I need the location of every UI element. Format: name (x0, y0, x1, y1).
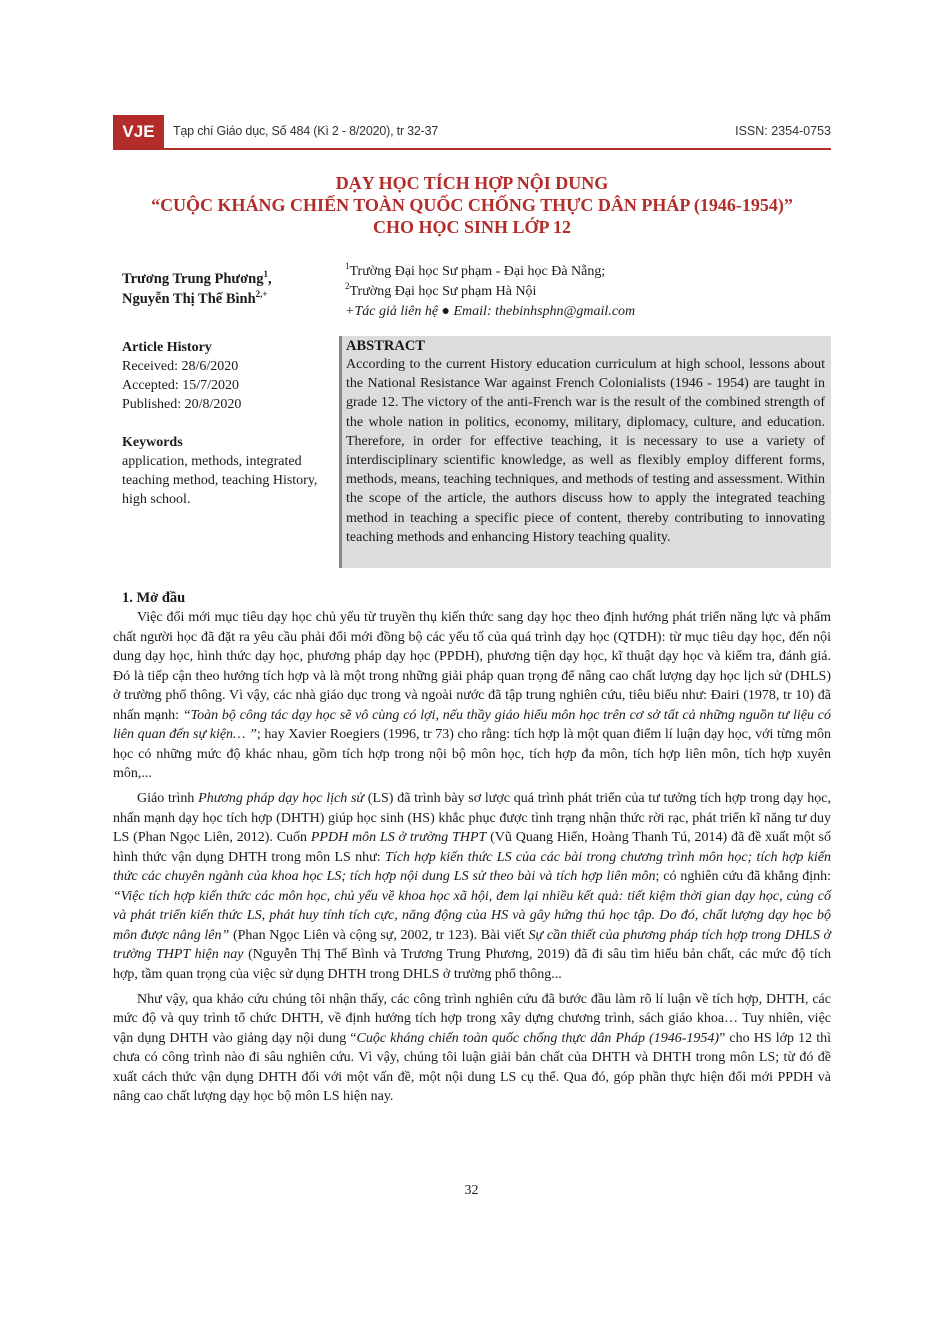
abstract-box (339, 336, 831, 568)
received-date: Received: 28/6/2020 (122, 359, 239, 374)
affiliations (345, 262, 635, 322)
abstract-heading: ABSTRACT (346, 338, 425, 354)
paragraph-2: Giáo trình Phương pháp dạy học lịch sử (LS) đã trình bày sơ lược quá trình phát triển của tư tưởng tích hợp trong dạy học, nhấn mạnh dạy học tích hợp (DHTH) giúp học sinh (HS) khắc phục được tình trạng nhận thức rời rạc, phát triển kĩ năng tư duy LS (Phan Ngọc Liên, 2012). Cuốn PPDH môn LS ở trường THPT (Vũ Quang Hiển, Hoàng Thanh Tú, 2014) đã đề xuất một số hình thức vận dụng DHTH trong môn LS như: Tích hợp kiến thức LS của các bài trong chương trình môn học; tích hợp kiến thức các chuyên ngành của khoa học LS; tích hợp nội dung LS sử theo bài và tích hợp liên môn; có nghiên cứu đã khẳng định: “Việc tích hợp kiến thức các môn học, chủ yếu về khoa học xã hội, đem lại nhiều kết quả: tiết kiệm thời gian dạy học, củng cố và phát triển kiến thức LS, phát huy tính tích cực, năng động của HS và gây hứng thú học tập. Do đó, chất lượng dạy học bộ môn được nâng lên” (Phan Ngọc Liên và cộng sự, 2002, tr 123). Bài viết Sự cần thiết của phương pháp tích hợp trong DHLS ở trường THPT hiện nay (Nguyễn Thị Thế Bình và Trương Trung Phương, 2019) đã đi sâu tìm hiểu bản chất, các mức độ tích hợp, tầm quan trọng của việc sử dụng DHTH trong DHLS ở trường phổ thông... (113, 791, 832, 982)
history-heading: Article History (122, 340, 212, 355)
affiliation-2: $^2$Trường Đại học Sư phạm Hà Nội (345, 281, 537, 299)
paragraph-3: Như vậy, qua khảo cứu chúng tôi nhận thấy, các công trình nghiên cứu đã bước đầu làm rõ lí luận về tích hợp, DHTH, các mức độ và quy trình tổ chức DHTH, về định hướng tích hợp trong xây dựng chương trình, sách giáo khoa… Tuy nhiên, việc vận dụng DHTH vào giảng dạy nội dung “Cuộc kháng chiến toàn quốc chống thực dân Pháp (1946-1954)” cho HS lớp 12 thì chưa có công trình nào đi sâu nghiên cứu. Vì vậy, chúng tôi luận giải bản chất của DHTH và DHTH trong môn LS; từ đó đề xuất cách thức vận dụng DHTH đối với một vấn đề, một nội dung LS cụ thể. Qua đó, góp phần thực hiện đổi mới PPDH và nâng cao chất lượng dạy học bộ môn LS hiện nay. (113, 991, 831, 1104)
affiliation-1: $^1$Trường Đại học Sư phạm - Đại học Đà Nẵng; (345, 261, 606, 279)
vje-badge: VJE (113, 115, 164, 149)
keywords-block (122, 433, 322, 509)
accepted-date: Accepted: 15/7/2020 (122, 378, 240, 393)
issn: ISSN: 2354-0753 (735, 124, 831, 138)
header-rule (113, 148, 831, 150)
author-1: Trương Trung Phương$^1$, (122, 269, 272, 287)
author-2: Nguyễn Thị Thế Bình$^{2,+}$ (122, 289, 268, 307)
journal-header (113, 115, 831, 149)
page-number: 32 (464, 1183, 479, 1198)
published-date: Published: 20/8/2020 (122, 397, 242, 412)
abstract-bar (339, 336, 342, 568)
keywords-text: application, methods, integrated teaching method, teaching History, high school. (122, 454, 318, 507)
journal-citation: Tạp chí Giáo dục, Số 484 (Kì 2 - 8/2020), tr 32-37 (173, 124, 439, 138)
paragraph-1: Việc đổi mới mục tiêu dạy học chủ yếu từ truyền thụ kiến thức sang dạy học theo định hướng phát triển năng lực và phẩm chất người học đã đặt ra yêu cầu phải đổi mới đồng bộ các yếu tố của quá trình dạy học (QTDH): từ mục tiêu dạy học, đến nội dung dạy học, hình thức dạy học, phương pháp dạy học (PPDH), phương tiện dạy học, kĩ thuật dạy học và kiểm tra, đánh giá. Đó là tiếp cận theo hướng tích hợp và là một trong những giải pháp quan trọng để nâng cao chất lượng dạy học lịch sử (DHLS) ở trường phổ thông. Vì vậy, các nhà giáo dục trong và ngoài nước đã tập trung nghiên cứu, tiêu biểu như: Đairi (1978, tr 10) đã nhấn mạnh: “Toàn bộ công tác dạy học sẽ vô cùng có lợi, nếu thầy giáo hiểu môn học trên cơ sở tất cả những nguồn tư liệu có liên quan đến sự kiện… ”; hay Xavier Roegiers (1996, tr 73) cho rằng: tích hợp là một quan điểm lí luận dạy học, với từng môn học có những mức độ khác nhau, gồm tích hợp trong nội bộ môn học, tích hợp đa môn, tích hợp liên môn, tích hợp xuyên môn,... (113, 610, 831, 781)
section-heading: 1. Mở đầu (122, 590, 186, 606)
keywords-heading: Keywords (122, 435, 183, 450)
title-line-3: CHO HỌC SINH LỚP 12 (372, 217, 572, 237)
author-list (122, 269, 272, 309)
corresponding-contact: +Tác giả liên hệ ● Email: thebinhsphn@gmail.com (345, 304, 636, 319)
body-text (113, 608, 831, 1112)
article-history (122, 338, 322, 414)
title-line-1: DẠY HỌC TÍCH HỢP NỘI DUNG (335, 173, 609, 193)
abstract-text: According to the current History education curriculum at high school, lessons about the National Resistance War against French Colonialists (1946 - 1954) are taught in grade 12. The victory of the anti-French war is the result of the combined strength of the whole nation in politics, economy, military, diplomacy, culture, and education. Therefore, in order for effective teaching, it is necessary to use a variety of interdisciplinary scientific knowledge, as well as flexibly employ different forms, methods, means, teaching techniques, and methods of testing and assessment. Within the scope of the article, the authors discuss how to apply the integrated teaching method in teaching a specific piece of content, thereby contributing to innovating teaching methods and enhancing History teaching quality. (346, 357, 825, 545)
title-line-2: “CUỘC KHÁNG CHIẾN TOÀN QUỐC CHỐNG THỰC DÂN PHÁP (1946-1954)” (151, 195, 793, 215)
article-title (113, 172, 831, 238)
